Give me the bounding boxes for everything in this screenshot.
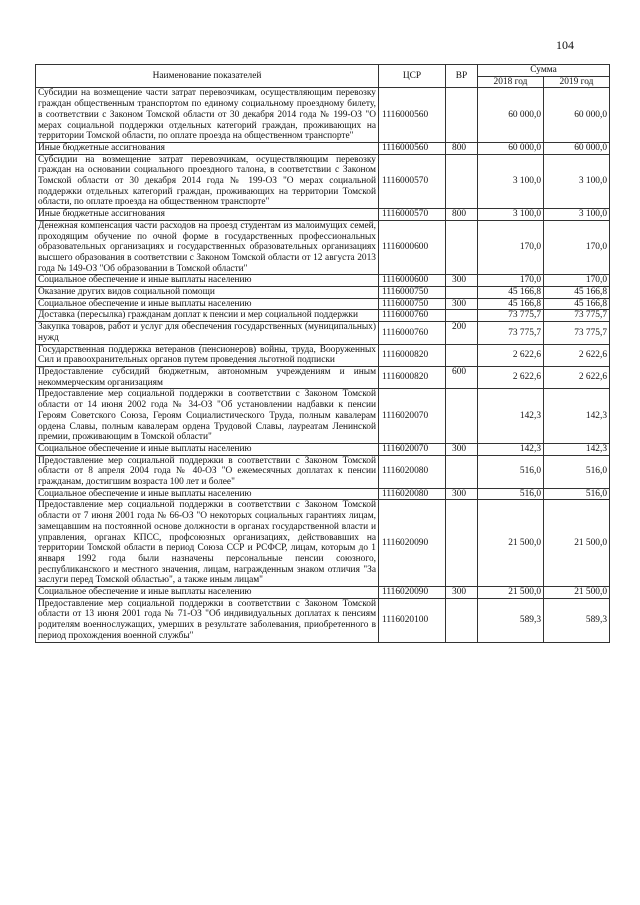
row-vr <box>446 88 478 143</box>
table-row <box>36 142 610 154</box>
table-row <box>36 298 610 310</box>
row-amount-2018: 60 000,0 <box>478 142 544 154</box>
row-vr: 300 <box>446 587 478 599</box>
table-row <box>36 209 610 221</box>
row-vr <box>446 598 478 642</box>
row-vr <box>446 389 478 444</box>
row-name: Предоставление мер социальной поддержки в соответствии с Законом Томской области от 7 июня 2001 года № 66-ОЗ "О некоторых социальных гарантиях лицам, замещавшим на постоянной основе должности в органах государственной власти и управления, органах КПСС, профсоюзных организациях, действовавших на территории Томской области в период Союза ССР и РСФСР, лицам, которым до 1 января 1992 года были назначены персональные пенсии союзного, республиканского и местного значения, лицам, награжденным знаком отличия "За заслуги перед Томской областью", а также иным лицам" <box>36 500 379 587</box>
table-row <box>36 275 610 287</box>
row-name: Государственная поддержка ветеранов (пенсионеров) войны, труда, Вооруженных Сил и правоохранительных органов путем проведения льготной подписки <box>36 344 379 366</box>
row-name: Социальное обеспечение и иные выплаты населению <box>36 443 379 455</box>
row-amount-2018: 2 622,6 <box>478 366 544 388</box>
row-csr: 1116020070 <box>379 389 446 444</box>
row-amount-2019: 45 166,8 <box>544 287 610 299</box>
table-row <box>36 389 610 444</box>
row-amount-2019: 516,0 <box>544 488 610 500</box>
row-csr: 1116020090 <box>379 587 446 599</box>
row-name: Иные бюджетные ассигнования <box>36 142 379 154</box>
table-row <box>36 88 610 143</box>
row-name: Субсидии на возмещение части затрат перевозчикам, осуществляющим перевозку граждан общественным транспортом по единому социальному проездному билету, в соответствии с Законом Томской области от 30 декабря 2014 года № 199-ОЗ "О мерах социальной поддержки отдельных категорий граждан, проживающих на территории Томской области, по оплате проезда на общественном транспорте" <box>36 88 379 143</box>
row-vr <box>446 220 478 275</box>
header-vr: ВР <box>446 65 478 88</box>
row-vr <box>446 500 478 587</box>
table-row <box>36 287 610 299</box>
table-row <box>36 455 610 488</box>
row-name: Оказание других видов социальной помощи <box>36 287 379 299</box>
row-name: Социальное обеспечение и иные выплаты населению <box>36 275 379 287</box>
header-2018: 2018 год <box>478 76 544 88</box>
row-name: Иные бюджетные ассигнования <box>36 209 379 221</box>
header-sum: Сумма <box>478 65 610 77</box>
row-amount-2019: 516,0 <box>544 455 610 488</box>
row-amount-2019: 142,3 <box>544 443 610 455</box>
row-csr: 1116000760 <box>379 322 446 344</box>
row-vr <box>446 154 478 209</box>
row-name: Предоставление субсидий бюджетным, автономным учреждениям и иным некоммерческим организациям <box>36 366 379 388</box>
table-row <box>36 598 610 642</box>
table-row <box>36 443 610 455</box>
row-amount-2018: 142,3 <box>478 443 544 455</box>
row-amount-2019: 45 166,8 <box>544 298 610 310</box>
table-row <box>36 500 610 587</box>
row-csr: 1116000820 <box>379 366 446 388</box>
row-name: Социальное обеспечение и иные выплаты населению <box>36 298 379 310</box>
row-amount-2019: 73 775,7 <box>544 322 610 344</box>
row-csr: 1116000820 <box>379 344 446 366</box>
row-name: Предоставление мер социальной поддержки в соответствии с Законом Томской области от 13 июня 2001 года № 71-ОЗ "Об индивидуальных доплатах к пенсиям родителям военнослужащих, умерших в результате заболевания, приобретенного в период прохождения военной службы" <box>36 598 379 642</box>
row-csr: 1116000750 <box>379 298 446 310</box>
row-vr: 300 <box>446 275 478 287</box>
row-amount-2019: 21 500,0 <box>544 500 610 587</box>
row-vr: 800 <box>446 209 478 221</box>
row-amount-2018: 589,3 <box>478 598 544 642</box>
row-amount-2018: 45 166,8 <box>478 298 544 310</box>
row-amount-2018: 21 500,0 <box>478 587 544 599</box>
row-amount-2018: 21 500,0 <box>478 500 544 587</box>
row-csr: 1116000760 <box>379 310 446 322</box>
row-csr: 1116020080 <box>379 455 446 488</box>
row-csr: 1116000560 <box>379 142 446 154</box>
row-name: Социальное обеспечение и иные выплаты населению <box>36 587 379 599</box>
row-vr: 800 <box>446 142 478 154</box>
row-csr: 1116000570 <box>379 154 446 209</box>
row-csr: 1116020090 <box>379 500 446 587</box>
page-number: 104 <box>556 38 574 52</box>
row-vr <box>446 455 478 488</box>
row-amount-2018: 516,0 <box>478 488 544 500</box>
row-vr: 300 <box>446 298 478 310</box>
row-amount-2019: 170,0 <box>544 275 610 287</box>
row-csr: 1116020100 <box>379 598 446 642</box>
row-csr: 1116000600 <box>379 275 446 287</box>
row-name: Предоставление мер социальной поддержки в соответствии с Законом Томской области от 14 июня 2002 года № 34-ОЗ "Об установлении надбавки к пенсии Героям Советского Союза, Героям Социалистического Труда, полным кавалерам ордена Славы, полным кавалерам ордена Трудовой Славы, лауреатам Ленинской премии, проживающим в Томской области" <box>36 389 379 444</box>
row-vr: 200 <box>446 322 478 344</box>
row-amount-2019: 589,3 <box>544 598 610 642</box>
header-2019: 2019 год <box>544 76 610 88</box>
row-amount-2018: 60 000,0 <box>478 88 544 143</box>
row-vr <box>446 310 478 322</box>
row-vr <box>446 344 478 366</box>
budget-table <box>35 64 610 643</box>
row-amount-2018: 73 775,7 <box>478 310 544 322</box>
row-csr: 1116020070 <box>379 443 446 455</box>
row-csr: 1116000750 <box>379 287 446 299</box>
row-vr <box>446 287 478 299</box>
row-amount-2018: 3 100,0 <box>478 209 544 221</box>
row-amount-2018: 516,0 <box>478 455 544 488</box>
row-amount-2019: 170,0 <box>544 220 610 275</box>
row-csr: 1116000600 <box>379 220 446 275</box>
row-amount-2019: 142,3 <box>544 389 610 444</box>
table-row <box>36 366 610 388</box>
row-amount-2019: 60 000,0 <box>544 142 610 154</box>
row-name: Субсидии на возмещение затрат перевозчикам, осуществляющим перевозку граждан на основании социального проездного талона, в соответствии с Законом Томской области от 30 декабря 2014 года № 199-ОЗ "О мерах социальной поддержки отдельных категорий граждан, проживающих на территории Томской области, по оплате проезда на общественном транспорте" <box>36 154 379 209</box>
table-row <box>36 310 610 322</box>
table-row <box>36 344 610 366</box>
row-vr: 600 <box>446 366 478 388</box>
row-amount-2019: 2 622,6 <box>544 344 610 366</box>
header-name: Наименование показателей <box>36 65 379 88</box>
table-row <box>36 488 610 500</box>
row-name: Предоставление мер социальной поддержки в соответствии с Законом Томской области от 8 апреля 2004 года № 40-ОЗ "О ежемесячных доплатах к пенсии гражданам, достигшим возраста 100 лет и более" <box>36 455 379 488</box>
row-amount-2018: 142,3 <box>478 389 544 444</box>
row-amount-2019: 3 100,0 <box>544 209 610 221</box>
table-row <box>36 322 610 344</box>
row-amount-2018: 73 775,7 <box>478 322 544 344</box>
row-csr: 1116020080 <box>379 488 446 500</box>
table-row <box>36 587 610 599</box>
row-amount-2018: 45 166,8 <box>478 287 544 299</box>
header-csr: ЦСР <box>379 65 446 88</box>
row-amount-2019: 2 622,6 <box>544 366 610 388</box>
row-vr: 300 <box>446 443 478 455</box>
row-name: Закупка товаров, работ и услуг для обеспечения государственных (муниципальных) нужд <box>36 322 379 344</box>
row-amount-2018: 2 622,6 <box>478 344 544 366</box>
table-row <box>36 154 610 209</box>
row-amount-2018: 3 100,0 <box>478 154 544 209</box>
row-name: Социальное обеспечение и иные выплаты населению <box>36 488 379 500</box>
row-name: Денежная компенсация части расходов на проезд студентам из малоимущих семей, проходящим обучение по очной форме в государственных профессиональных образовательных организациях и государственных образовательных организациях высшего образования в соответствии с Законом Томской области от 12 августа 2013 года № 149-ОЗ "Об образовании в Томской области" <box>36 220 379 275</box>
row-amount-2019: 60 000,0 <box>544 88 610 143</box>
row-amount-2018: 170,0 <box>478 220 544 275</box>
row-csr: 1116000560 <box>379 88 446 143</box>
row-vr: 300 <box>446 488 478 500</box>
row-amount-2019: 3 100,0 <box>544 154 610 209</box>
row-name: Доставка (пересылка) гражданам доплат к пенсии и мер социальной поддержки <box>36 310 379 322</box>
table-row <box>36 220 610 275</box>
row-amount-2018: 170,0 <box>478 275 544 287</box>
row-amount-2019: 21 500,0 <box>544 587 610 599</box>
row-amount-2019: 73 775,7 <box>544 310 610 322</box>
row-csr: 1116000570 <box>379 209 446 221</box>
